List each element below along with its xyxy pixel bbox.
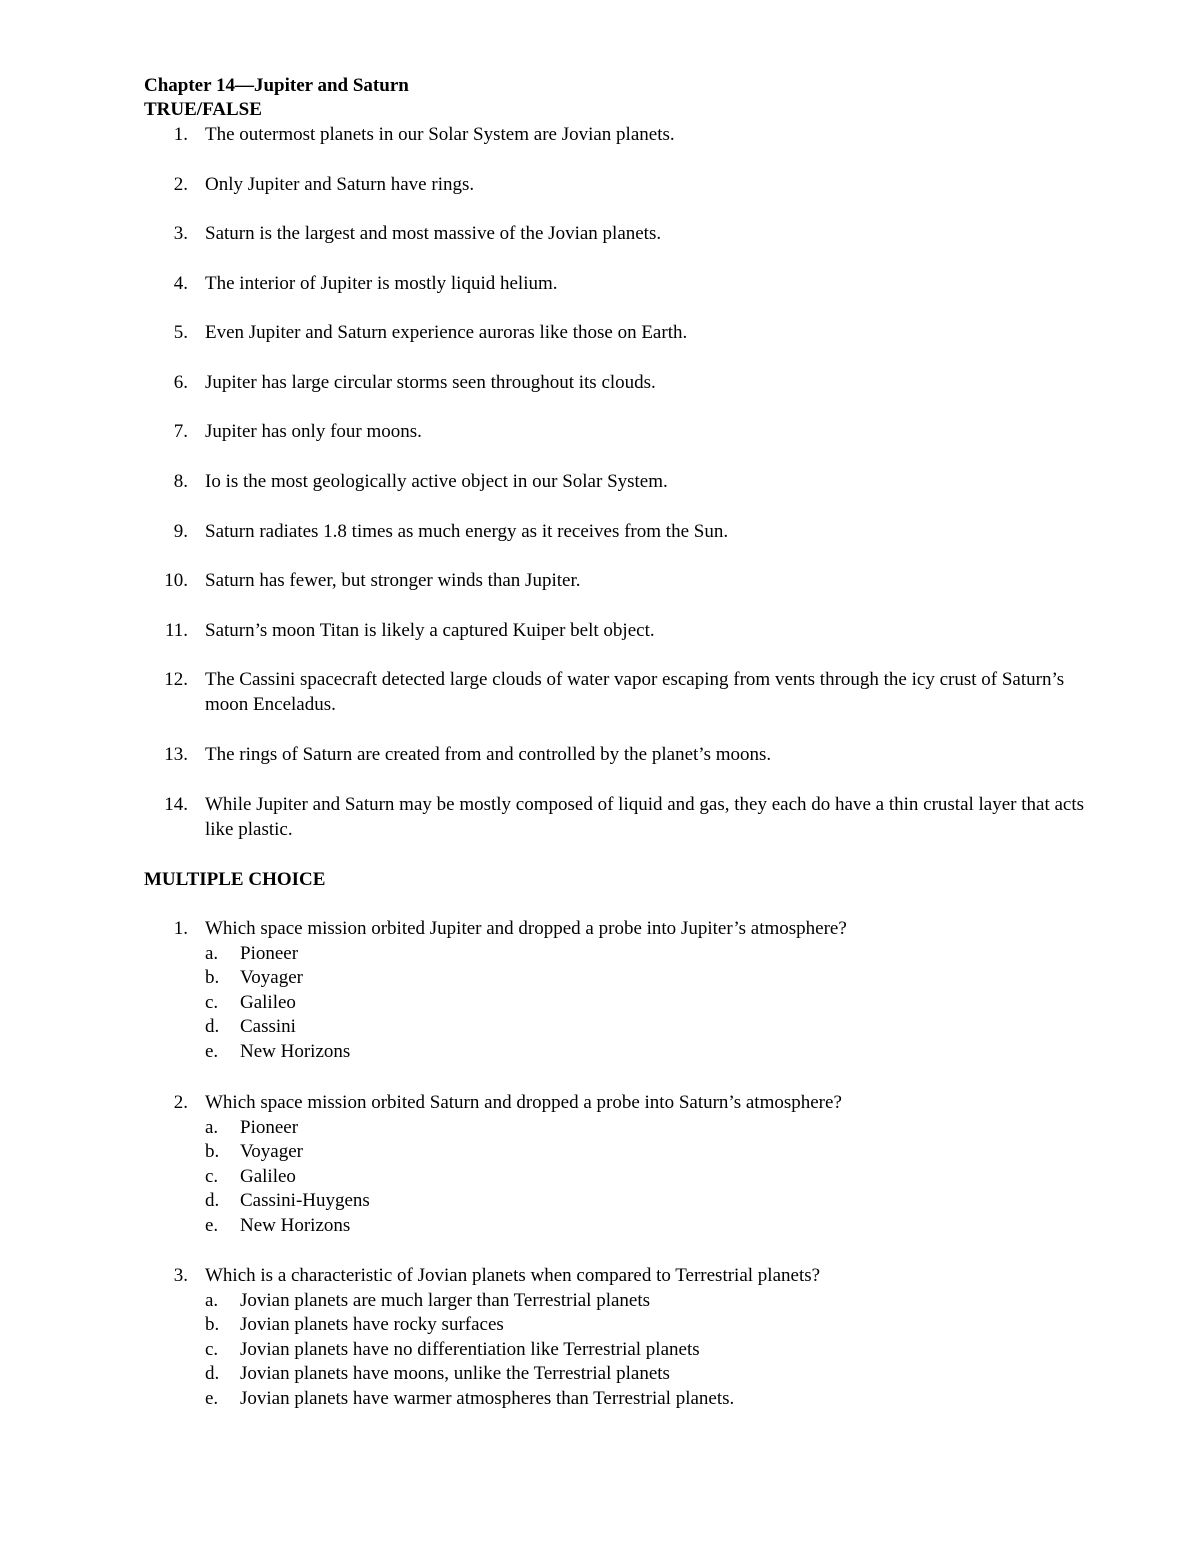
- choice-text: New Horizons: [240, 1214, 351, 1236]
- question-number: 8.: [173, 471, 188, 492]
- question-text: Saturn radiates 1.8 times as much energy as it receives from the Sun.: [205, 521, 729, 542]
- choice-text: Cassini: [240, 1016, 296, 1037]
- question-number: 6.: [173, 372, 188, 393]
- choice-letter: d.: [205, 1190, 220, 1211]
- question-number: 4.: [173, 273, 188, 294]
- question-text: The interior of Jupiter is mostly liquid helium.: [205, 273, 558, 294]
- question-text: Io is the most geologically active object in our Solar System.: [205, 471, 668, 492]
- choice-letter: a.: [205, 942, 219, 964]
- question-text: The outermost planets in our Solar System are Jovian planets.: [205, 124, 675, 145]
- choice-letter: c.: [205, 991, 219, 1013]
- choice-letter: e.: [205, 1214, 219, 1236]
- choice-letter: d.: [205, 1363, 220, 1384]
- true-false-heading: TRUE/FALSE: [144, 99, 262, 120]
- question-number: 14.: [164, 794, 188, 815]
- choice-text: Galileo: [240, 1165, 296, 1187]
- choice-letter: c.: [205, 1165, 219, 1187]
- choice-text: Pioneer: [240, 1116, 299, 1138]
- question-number: 1.: [173, 124, 188, 145]
- choice-text: Voyager: [240, 1141, 303, 1162]
- question-text: Saturn’s moon Titan is likely a captured Kuiper belt object.: [205, 620, 655, 641]
- question-number: 2.: [173, 1092, 188, 1113]
- question-text: Saturn is the largest and most massive of the Jovian planets.: [205, 223, 662, 244]
- choice-letter: e.: [205, 1040, 219, 1062]
- chapter-title: Chapter 14—Jupiter and Saturn: [144, 75, 409, 96]
- question-text: Jupiter has only four moons.: [205, 421, 422, 442]
- question-text: Which space mission orbited Saturn and dropped a probe into Saturn’s atmosphere?: [205, 1092, 842, 1113]
- question-number: 1.: [173, 918, 188, 939]
- question-number: 7.: [173, 421, 188, 442]
- question-text: Only Jupiter and Saturn have rings.: [205, 174, 475, 195]
- choice-letter: b.: [205, 967, 220, 988]
- question-text: While Jupiter and Saturn may be mostly composed of liquid and gas, they each do have a thin crustal layer that acts like plastic.: [205, 794, 1085, 840]
- question-number: 10.: [164, 570, 188, 591]
- question-number: 13.: [164, 744, 188, 765]
- multiple-choice-heading: MULTIPLE CHOICE: [144, 869, 326, 890]
- choice-letter: e.: [205, 1387, 219, 1409]
- choice-text: Jovian planets have moons, unlike the Terrestrial planets: [240, 1363, 670, 1384]
- question-text: The rings of Saturn are created from and controlled by the planet’s moons.: [205, 744, 772, 765]
- choice-letter: d.: [205, 1016, 220, 1037]
- choice-text: Pioneer: [240, 942, 299, 964]
- choice-text: Jovian planets have warmer atmospheres than Terrestrial planets.: [240, 1387, 735, 1409]
- choice-letter: c.: [205, 1338, 219, 1360]
- question-text: Saturn has fewer, but stronger winds than Jupiter.: [205, 570, 581, 591]
- choice-text: Cassini-Huygens: [240, 1190, 370, 1211]
- question-number: 12.: [164, 669, 188, 690]
- question-text: The Cassini spacecraft detected large clouds of water vapor escaping from vents through the icy crust of Saturn’s moon Enceladus.: [205, 669, 1065, 715]
- question-number: 3.: [173, 223, 188, 244]
- choice-letter: a.: [205, 1289, 219, 1311]
- question-text: Which is a characteristic of Jovian planets when compared to Terrestrial planets?: [205, 1265, 821, 1286]
- question-number: 9.: [173, 521, 188, 542]
- question-number: 2.: [173, 174, 188, 195]
- choice-text: Galileo: [240, 991, 296, 1013]
- question-text: Which space mission orbited Jupiter and dropped a probe into Jupiter’s atmosphere?: [205, 918, 847, 939]
- choice-text: Jovian planets have no differentiation like Terrestrial planets: [240, 1338, 700, 1360]
- choice-text: Jovian planets have rocky surfaces: [240, 1314, 504, 1335]
- choice-letter: b.: [205, 1141, 220, 1162]
- question-number: 5.: [173, 322, 188, 343]
- choice-text: Jovian planets are much larger than Terrestrial planets: [240, 1289, 651, 1311]
- choice-text: Voyager: [240, 967, 303, 988]
- choice-text: New Horizons: [240, 1040, 351, 1062]
- question-number: 11.: [164, 620, 188, 641]
- question-text: Jupiter has large circular storms seen throughout its clouds.: [205, 372, 656, 393]
- choice-letter: b.: [205, 1314, 220, 1335]
- question-text: Even Jupiter and Saturn experience auroras like those on Earth.: [205, 322, 688, 343]
- question-number: 3.: [173, 1265, 188, 1286]
- choice-letter: a.: [205, 1116, 219, 1138]
